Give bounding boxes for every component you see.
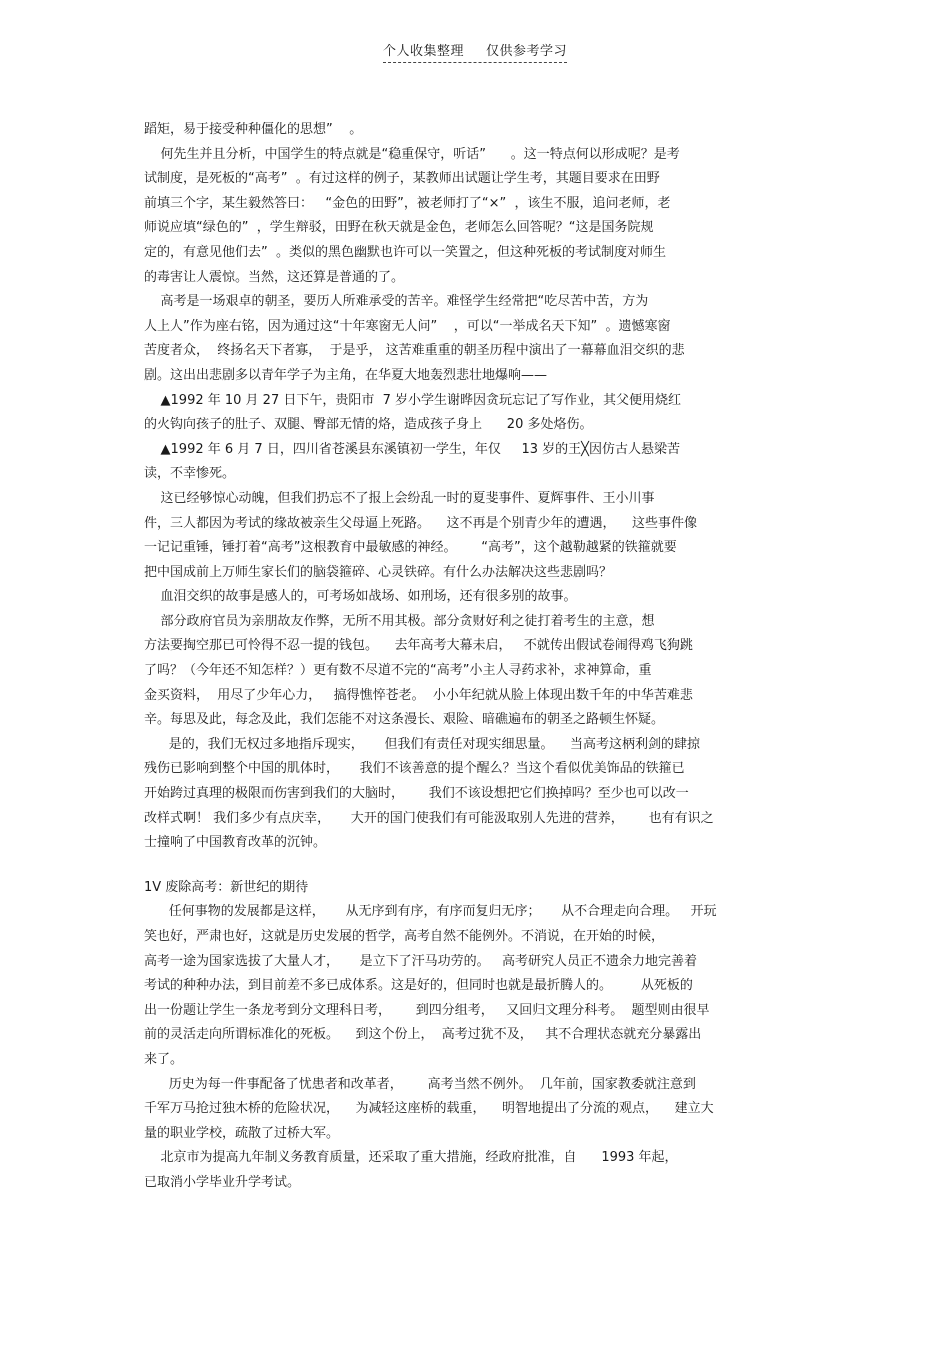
text-line: 方法要掏空那已可怜得不忍一提的钱包。 去年高考大幕未启， 不就传出假试卷闹得鸡飞狗跳 bbox=[144, 638, 693, 654]
text-line: 人上人”作为座右铭，因为通过这“十年寒窗无人问” ，可以“一举成名天下知” 。遗憾寒窗 bbox=[144, 318, 671, 334]
text-line: 历史为每一件事配备了忧患者和改革者， 高考当然不例外。 几年前，国家教委就注意到 bbox=[144, 1076, 696, 1092]
header-left-text: 个人收集整理 bbox=[382, 44, 464, 59]
text-line: 的毒害让人震惊。当然，这还算是普通的了。 bbox=[144, 269, 405, 285]
text-line: 金买资料， 用尽了少年心力， 搞得憔悴苍老。 小小年纪就从脸上体现出数千年的中华苦难悲 bbox=[144, 687, 693, 703]
text-line: 前的灵活走向所谓标准化的死板。 到这个份上， 高考过犹不及， 其不合理状态就充分暴露出 bbox=[144, 1027, 702, 1043]
text-line: 改样式啊！ 我们多少有点庆幸， 大开的国门使我们有可能汲取别人先进的营养， 也有有识之 bbox=[144, 810, 714, 826]
text-line: 的火钩向孩子的肚子、双腿、臀部无情的烙，造成孩子身上 20 多处烙伤。 bbox=[144, 417, 593, 433]
text-line: 高考是一场艰卓的朝圣，要历人所难承受的苦辛。难怪学生经常把“吃尽苦中苦，方为 bbox=[144, 294, 649, 310]
text-line: 辛。每思及此，每念及此，我们怎能不对这条漫长、艰险、暗礁遍布的朝圣之路顿生怀疑。 bbox=[144, 712, 665, 728]
text-line: 开始跨过真理的极限而伤害到我们的大脑时， 我们不该设想把它们换掉吗？至少也可以改一 bbox=[144, 786, 689, 802]
page-header bbox=[0, 40, 950, 63]
header-underline bbox=[383, 40, 567, 63]
text-line: 血泪交织的故事是感人的，可考场如战场、如刑场，还有很多别的故事。 bbox=[144, 589, 577, 605]
text-line: 件，三人都因为考试的缘故被亲生父母逼上死路。 这不再是个别青少年的遭遇， 这些事件像 bbox=[144, 515, 698, 531]
text-line: 剧。这出出悲剧多以青年学子为主角，在华夏大地轰烈悲壮地爆响—— bbox=[144, 367, 548, 383]
text-line: 1V 废除高考：新世纪的期待 bbox=[144, 879, 309, 895]
text-line bbox=[144, 856, 804, 876]
header-right-text: 仅供参考学习 bbox=[486, 44, 568, 59]
text-line: 蹈矩，易于接受种种僵化的思想” 。 bbox=[144, 122, 363, 137]
text-line: 出一份题让学生一条龙考到分文理科日考， 到四分组考， 又回归文理分科考。 题型则由很早 bbox=[144, 1002, 710, 1018]
text-line: 已取消小学毕业升学考试。 bbox=[144, 1174, 301, 1190]
text-line: 定的，有意见他们去” 。类似的黑色幽默也许可以一笑置之，但这种死板的考试制度对师生 bbox=[144, 244, 667, 260]
text-line: 高考一途为国家选拔了大量人才， 是立下了汗马功劳的。 高考研究人员正不遗余力地完善着 bbox=[144, 953, 698, 969]
text-line: 千军万马抢过独木桥的危险状况， 为减轻这座桥的载重， 明智地提出了分流的观点， 建立大 bbox=[144, 1101, 714, 1117]
text-line: 试制度，是死板的“高考” 。有过这样的例子，某教师出试题让学生考，其题目要求在田野 bbox=[144, 171, 660, 187]
text-line: 了吗？（今年还不知怎样？）更有数不尽道不完的“高考”小主人寻药求补，求神算命，重 bbox=[144, 663, 652, 679]
text-line: 读，不幸惨死。 bbox=[144, 466, 236, 482]
text-line: ▲1992 年 6 月 7 日，四川省苍溪县东溪镇初一学生，年仅 13 岁的王╳因仿古人悬梁苦 bbox=[144, 441, 680, 457]
text-line: 是的，我们无权过多地指斥现实， 但我们有责任对现实细思量。 当高考这柄利剑的肆掠 bbox=[144, 736, 700, 752]
text-line: 量的职业学校，疏散了过桥大军。 bbox=[144, 1125, 340, 1141]
text-line: 苦度者众， 终扬名天下者寡， 于是乎， 这苦难重重的朝圣历程中演出了一幕幕血泪交织的悲 bbox=[144, 343, 685, 359]
text-line: 部分政府官员为亲朋故友作弊，无所不用其极。部分贪财好利之徒打着考生的主意，想 bbox=[144, 613, 655, 629]
text-line: 来了。 bbox=[144, 1051, 184, 1067]
text-line: 残伤已影响到整个中国的肌体时， 我们不该善意的提个醒么？当这个看似优美饰品的铁箍已 bbox=[144, 761, 685, 777]
text-line: ▲1992 年 10 月 27 日下午，贵阳市 7 岁小学生谢晔因贪玩忘记了写作业，其父便用烧红 bbox=[144, 392, 682, 408]
text-line: 士撞响了中国教育改革的沉钟。 bbox=[144, 835, 327, 851]
text-line: 前填三个字，某生毅然答曰： “金色的田野”，被老师打了“×” ，该生不服，追问老师，老 bbox=[144, 195, 671, 211]
text-line: 一记记重锤，锤打着“高考”这根教育中最敏感的神经。 “高考”，这个越勒越紧的铁箍就要 bbox=[144, 540, 677, 556]
text-line: 何先生并且分析，中国学生的特点就是“稳重保守，听话” 。这一特点何以形成呢？是考 bbox=[144, 146, 680, 162]
text-line: 师说应填“绿色的” ，学生辩驳，田野在秋天就是金色，老师怎么回答呢？“这是国务院规 bbox=[144, 220, 654, 236]
document-body bbox=[144, 118, 804, 1196]
text-line: 笑也好，严肃也好，这就是历史发展的哲学，高考自然不能例外。不消说，在开始的时候， bbox=[144, 929, 665, 944]
text-line: 把中国成前上万师生家长们的脑袋箍碎、心灵铁碎。有什么办法解决这些悲剧吗？ bbox=[144, 564, 613, 580]
text-line: 这已经够惊心动魄，但我们扔忘不了报上会纷乱一时的夏斐事件、夏辉事件、王小川事 bbox=[144, 490, 655, 506]
text-line: 任何事物的发展都是这样， 从无序到有序，有序而复归无序； 从不合理走向合理。 开玩 bbox=[144, 904, 717, 920]
text-line: 北京市为提高九年制义务教育质量，还采取了重大措施，经政府批准，自 1993 年起， bbox=[144, 1150, 678, 1166]
text-line: 考试的种种办法，到目前差不多已成体系。这是好的，但同时也就是最折腾人的。 从死板的 bbox=[144, 978, 693, 994]
